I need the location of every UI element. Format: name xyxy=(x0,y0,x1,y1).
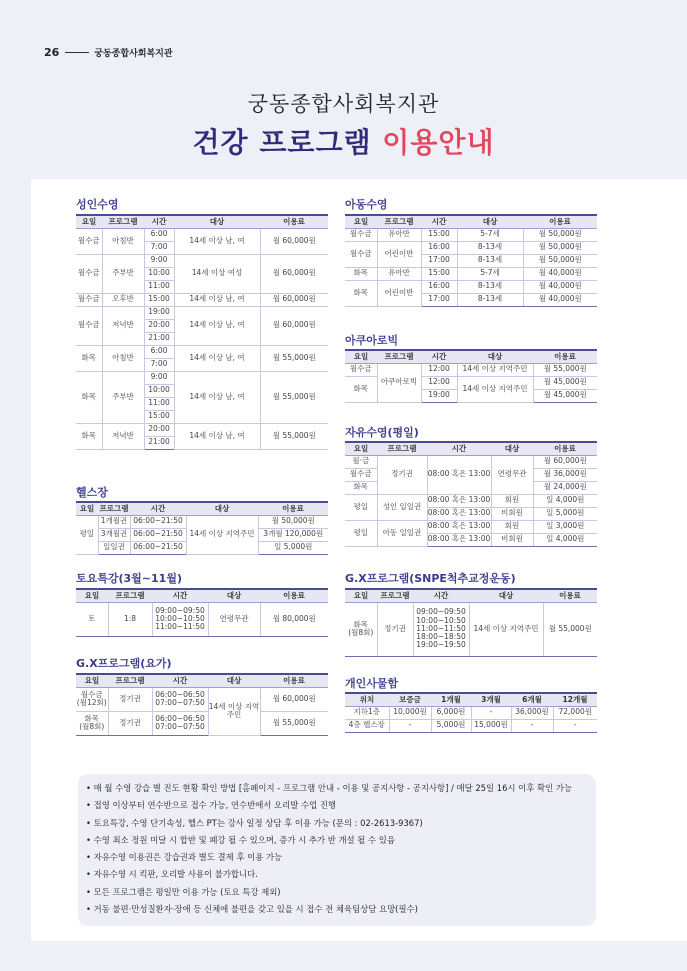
cell-time: 16:00 xyxy=(421,241,457,254)
cell-program: 아침반 xyxy=(102,228,144,254)
time-line: 07:00~07:50 xyxy=(155,698,205,707)
cell-fee: 월 55,000원 xyxy=(260,711,328,735)
cell-time: 06:00~21:50 xyxy=(130,528,186,541)
cell-day xyxy=(76,687,108,711)
column-header: 시간 xyxy=(413,589,469,602)
cell-time: 11:00 xyxy=(144,280,174,293)
cell-fee: 월 55,000원 xyxy=(260,345,328,371)
cell-fee: 월 40,000원 xyxy=(523,293,597,306)
cell-fee: 월 45,000원 xyxy=(533,376,597,389)
note-item: • 거동 불편·만성질환자·장애 등 신체에 불편을 갖고 있을 시 접수 전 체육팀상담 요망(필수) xyxy=(86,904,418,915)
table-header-row xyxy=(345,350,597,363)
table-row xyxy=(76,711,328,735)
section-title-snpe: G.X프로그램(SNPE척추교정운동) xyxy=(345,572,516,585)
table-row xyxy=(345,280,597,293)
cell-target: 14세 이상 지역주민 xyxy=(457,376,533,402)
cell-fee: 월 60,000원 xyxy=(260,293,328,306)
cell-time: 12:00 xyxy=(421,376,457,389)
cell-target: 연령무관 xyxy=(491,455,533,494)
cell-fee: 월 40,000원 xyxy=(523,280,597,293)
cell-program: 정기권 xyxy=(377,602,413,656)
column-header: 이용료 xyxy=(258,502,328,515)
title-highlight: 이용안내 xyxy=(382,126,495,159)
cell-day: 화목 xyxy=(345,376,377,402)
column-header: 시간 xyxy=(421,215,457,228)
cell-day xyxy=(76,711,108,735)
cell-fee: 일 3,000원 xyxy=(533,520,597,533)
table-row xyxy=(76,293,328,306)
cell-time: 21:00 xyxy=(144,436,174,449)
cell-fee: 월 36,000원 xyxy=(533,468,597,481)
cell-day: 화목 xyxy=(76,423,102,449)
cell-time: 08:00 혹은 13:00 xyxy=(427,507,491,520)
locker-table xyxy=(345,692,597,733)
cell-12month: - xyxy=(553,719,597,732)
cell-time: 08:00 혹은 13:00 xyxy=(427,520,491,533)
section-title-adult-swim: 성인수영 xyxy=(76,198,119,211)
cell-deposit: - xyxy=(389,719,431,732)
kids-swim-table xyxy=(345,214,597,307)
time-line: 11:00~11:50 xyxy=(155,622,205,632)
cell-program: 성인 일일권 xyxy=(377,494,427,520)
table-row xyxy=(345,494,597,507)
cell-fee: 월 24,000원 xyxy=(533,481,597,494)
cell-fee: 월 55,000원 xyxy=(543,602,597,656)
time-line: 09:00~09:50 xyxy=(416,607,466,617)
column-header: 시간 xyxy=(130,502,186,515)
cell-day: 화목 xyxy=(345,280,377,306)
cell-program: 오후반 xyxy=(102,293,144,306)
cell-program: 정기권 xyxy=(108,711,152,735)
cell-program: 주부반 xyxy=(102,254,144,293)
table-row xyxy=(76,423,328,436)
cell-day: 토 xyxy=(76,602,108,636)
time-line: 18:00~18:50 xyxy=(416,632,466,642)
cell-target: 5-7세 xyxy=(457,267,523,280)
cell-time: 20:00 xyxy=(144,423,174,436)
note-item: • 매 월 수영 강습 별 진도 현황 확인 방법 [홈페이지 - 프로그램 안내 - 이용 및 공지사항 - 공지사항] / 매달 25일 16시 이후 확인 가능 xyxy=(86,783,573,793)
column-header: 6개월 xyxy=(511,693,553,706)
cell-time: 10:00 xyxy=(144,384,174,397)
cell-program: 유아반 xyxy=(377,267,421,280)
column-header: 위치 xyxy=(345,693,389,706)
cell-time xyxy=(413,602,469,656)
table-row xyxy=(345,706,597,719)
column-header: 프로그램 xyxy=(377,589,413,602)
header-rule xyxy=(65,52,89,53)
cell-day: 평일 xyxy=(345,520,377,546)
column-header: 대상 xyxy=(208,589,260,602)
cell-target: 14세 이상 남, 여 xyxy=(174,228,260,254)
column-header: 시간 xyxy=(421,350,457,363)
cell-target: 14세 이상 남, 여 xyxy=(174,293,260,306)
cell-time: 10:00 xyxy=(144,267,174,280)
column-header: 요일 xyxy=(76,589,108,602)
cell-fee: 월 60,000원 xyxy=(260,254,328,293)
cell-target: 14세 이상 지역주민 xyxy=(186,515,258,554)
cell-program: 주부반 xyxy=(102,371,144,423)
time-line: 19:00~19:50 xyxy=(416,640,466,650)
table-row xyxy=(76,515,328,528)
column-header: 프로그램 xyxy=(377,215,421,228)
column-header: 이용료 xyxy=(260,674,328,687)
column-header: 프로그램 xyxy=(102,215,144,228)
cell-time: 9:00 xyxy=(144,371,174,384)
cell-fee: 월 50,000원 xyxy=(258,515,328,528)
cell-day: 월수금 xyxy=(76,254,102,293)
table-row xyxy=(76,345,328,358)
cell-time xyxy=(152,602,208,636)
table-row xyxy=(76,371,328,384)
cell-time: 20:00 xyxy=(144,319,174,332)
notes-box xyxy=(78,774,596,926)
cell-3month: 15,000원 xyxy=(471,719,511,732)
cell-target: 회원 xyxy=(491,494,533,507)
cell-target: 14세 이상 지역주민 xyxy=(457,363,533,376)
cell-program: 아침반 xyxy=(102,345,144,371)
cell-day: 월수금 xyxy=(345,241,377,267)
column-header: 시간 xyxy=(144,215,174,228)
column-header: 요일 xyxy=(345,442,377,455)
day-line: 화목 xyxy=(353,619,368,629)
cell-fee: 월 50,000원 xyxy=(523,254,597,267)
cell-time: 11:00 xyxy=(144,397,174,410)
time-line: 06:00~06:50 xyxy=(155,689,205,699)
cell-fee: 일 5,000원 xyxy=(258,541,328,554)
table-row xyxy=(76,602,328,636)
cell-day: 월수금 xyxy=(76,228,102,254)
page-subtitle: 궁동종합사회복지관 xyxy=(247,92,440,116)
cell-target: 14세 이상 여성 xyxy=(174,254,260,293)
table-row xyxy=(345,719,597,732)
cell-target: 14세 이상 지역주민 xyxy=(208,687,260,735)
cell-time: 7:00 xyxy=(144,241,174,254)
table-row xyxy=(76,306,328,319)
cell-6month: - xyxy=(511,719,553,732)
cell-program: 어린이반 xyxy=(377,241,421,267)
cell-fee: 월 60,000원 xyxy=(260,306,328,345)
cell-fee: 월 50,000원 xyxy=(523,228,597,241)
note-item: • 자유수영 이용권은 강습권과 별도 결제 후 이용 가능 xyxy=(86,852,283,863)
cell-target: 14세 이상 남, 여 xyxy=(174,306,260,345)
note-item: • 접영 이상부터 연수반으로 접수 가능, 연수반에서 오리발 수업 진행 xyxy=(86,800,336,811)
time-line: 07:00~07:50 xyxy=(155,722,205,731)
note-item: • 토요특강, 수영 단기속성, 헬스 PT는 강사 일정 상담 후 이용 가능 (문의 : 02-2613-9367) xyxy=(86,817,423,828)
cell-time: 15:00 xyxy=(421,228,457,241)
aqua-table xyxy=(345,349,597,403)
page-header xyxy=(44,46,173,59)
cell-program: 어린이반 xyxy=(377,280,421,306)
table-header-row xyxy=(345,693,597,706)
cell-fee: 월 55,000원 xyxy=(533,363,597,376)
cell-program: 1개월권 xyxy=(98,515,130,528)
header-org: 궁동종합사회복지관 xyxy=(94,49,173,59)
cell-time: 15:00 xyxy=(144,293,174,306)
time-line: 11:00~11:50 xyxy=(416,623,466,633)
column-header: 요일 xyxy=(345,589,377,602)
table-row xyxy=(76,687,328,711)
cell-fee: 일 5,000원 xyxy=(533,507,597,520)
cell-target: 14세 이상 남, 여 xyxy=(174,423,260,449)
section-title-saturday: 토요특강(3월~11월) xyxy=(76,572,182,585)
cell-day xyxy=(345,602,377,656)
cell-program: 아동 일일권 xyxy=(377,520,427,546)
cell-time xyxy=(152,711,208,735)
cell-day: 화목 xyxy=(76,345,102,371)
day-line: 월수금 xyxy=(80,689,103,699)
cell-program: 저녁반 xyxy=(102,306,144,345)
column-header: 대상 xyxy=(457,215,523,228)
cell-day: 월수금 xyxy=(76,293,102,306)
cell-time: 06:00~21:50 xyxy=(130,541,186,554)
table-row xyxy=(345,228,597,241)
time-line: 06:00~06:50 xyxy=(155,713,205,723)
cell-day: 평일 xyxy=(76,515,98,554)
cell-12month: 72,000원 xyxy=(553,706,597,719)
cell-target: 8-13세 xyxy=(457,254,523,267)
cell-time: 15:00 xyxy=(421,267,457,280)
cell-target: 비회원 xyxy=(491,507,533,520)
cell-time: 6:00 xyxy=(144,228,174,241)
cell-program: 아쿠아로빅 xyxy=(377,363,421,402)
cell-day: 월수금 xyxy=(345,468,377,481)
column-header: 프로그램 xyxy=(98,502,130,515)
cell-target: 14세 이상 남, 여 xyxy=(174,345,260,371)
column-header: 대상 xyxy=(208,674,260,687)
table-header-row xyxy=(76,502,328,515)
cell-program: 1:8 xyxy=(108,602,152,636)
table-row xyxy=(345,455,597,468)
day-line: (월12회) xyxy=(76,698,107,707)
cell-3month: - xyxy=(471,706,511,719)
column-header: 3개월 xyxy=(471,693,511,706)
column-header: 요일 xyxy=(76,215,102,228)
cell-fee: 월 45,000원 xyxy=(533,389,597,402)
section-title-gym: 헬스장 xyxy=(76,486,108,499)
table-row xyxy=(76,228,328,241)
column-header: 요일 xyxy=(345,350,377,363)
cell-day: 화목 xyxy=(345,267,377,280)
section-title-yoga: G.X프로그램(요가) xyxy=(76,657,172,670)
note-item: • 수영 최소 정원 미달 시 합반 및 폐강 될 수 있으며, 증가 시 추가 반 개설 될 수 있음 xyxy=(86,834,395,845)
cell-time: 16:00 xyxy=(421,280,457,293)
column-header: 대상 xyxy=(174,215,260,228)
cell-fee: 일 4,000원 xyxy=(533,533,597,546)
note-item: • 모든 프로그램은 평일만 이용 가능 (토요 특강 제외) xyxy=(86,886,281,897)
column-header: 시간 xyxy=(152,674,208,687)
table-row xyxy=(345,363,597,376)
cell-time: 7:00 xyxy=(144,358,174,371)
cell-1month: 5,000원 xyxy=(431,719,471,732)
cell-target: 14세 이상 남, 여 xyxy=(174,371,260,423)
cell-target: 8-13세 xyxy=(457,241,523,254)
cell-target: 회원 xyxy=(491,520,533,533)
cell-time: 9:00 xyxy=(144,254,174,267)
cell-time: 08:00 혹은 13:00 xyxy=(427,494,491,507)
page-number: 26 xyxy=(44,46,60,59)
cell-day: 월수금 xyxy=(76,306,102,345)
cell-fee: 월 60,000원 xyxy=(260,228,328,254)
column-header: 보증금 xyxy=(389,693,431,706)
cell-fee: 월 55,000원 xyxy=(260,423,328,449)
cell-target: 5-7세 xyxy=(457,228,523,241)
column-header: 시간 xyxy=(427,442,491,455)
cell-target: 14세 이상 지역주민 xyxy=(469,602,543,656)
cell-time: 15:00 xyxy=(144,410,174,423)
title-main: 건강 프로그램 xyxy=(192,126,372,159)
column-header: 요일 xyxy=(76,502,98,515)
table-row xyxy=(345,602,597,656)
table-header-row xyxy=(76,674,328,687)
cell-program: 3개월권 xyxy=(98,528,130,541)
cell-time: 21:00 xyxy=(144,332,174,345)
cell-target: 8-13세 xyxy=(457,293,523,306)
table-row xyxy=(345,241,597,254)
cell-day: 화목 xyxy=(76,371,102,423)
column-header: 프로그램 xyxy=(377,442,427,455)
saturday-table xyxy=(76,588,328,637)
cell-deposit: 10,000원 xyxy=(389,706,431,719)
column-header: 시간 xyxy=(152,589,208,602)
time-line: 10:00~10:50 xyxy=(416,615,466,625)
cell-1month: 6,000원 xyxy=(431,706,471,719)
cell-fee: 3개월 120,000원 xyxy=(258,528,328,541)
day-line: 화목 xyxy=(84,713,99,723)
gym-table xyxy=(76,501,328,555)
snpe-table xyxy=(345,588,597,657)
cell-program: 정기권 xyxy=(377,455,427,494)
column-header: 프로그램 xyxy=(377,350,421,363)
cell-program: 일일권 xyxy=(98,541,130,554)
column-header: 프로그램 xyxy=(108,589,152,602)
cell-program: 유아반 xyxy=(377,228,421,241)
section-title-locker: 개인사물함 xyxy=(345,677,399,690)
cell-time: 12:00 xyxy=(421,363,457,376)
day-line: (월8회) xyxy=(348,628,374,637)
cell-day: 월·금 xyxy=(345,455,377,468)
cell-day: 월수금 xyxy=(345,363,377,376)
cell-time xyxy=(152,687,208,711)
cell-fee: 월 60,000원 xyxy=(533,455,597,468)
cell-time: 17:00 xyxy=(421,293,457,306)
day-line: (월8회) xyxy=(79,722,105,731)
cell-time: 6:00 xyxy=(144,345,174,358)
column-header: 이용료 xyxy=(533,442,597,455)
time-line: 10:00~10:50 xyxy=(155,613,205,623)
cell-fee: 월 40,000원 xyxy=(523,267,597,280)
column-header: 요일 xyxy=(345,215,377,228)
cell-time: 17:00 xyxy=(421,254,457,267)
cell-target: 8-13세 xyxy=(457,280,523,293)
table-row xyxy=(76,254,328,267)
column-header: 대상 xyxy=(186,502,258,515)
table-row xyxy=(345,267,597,280)
table-header-row xyxy=(76,589,328,602)
cell-time: 19:00 xyxy=(144,306,174,319)
column-header: 이용료 xyxy=(533,350,597,363)
column-header: 이용료 xyxy=(260,589,328,602)
table-header-row xyxy=(345,215,597,228)
cell-time: 19:00 xyxy=(421,389,457,402)
cell-day: 평일 xyxy=(345,494,377,520)
cell-program: 정기권 xyxy=(108,687,152,711)
cell-fee: 월 80,000원 xyxy=(260,602,328,636)
table-header-row xyxy=(345,442,597,455)
adult-swim-table xyxy=(76,214,328,450)
section-title-free-swim: 자유수영(평일) xyxy=(345,426,419,439)
column-header: 프로그램 xyxy=(108,674,152,687)
page-title xyxy=(0,121,687,161)
table-row xyxy=(345,520,597,533)
cell-location: 지하1층 xyxy=(345,706,389,719)
cell-time: 08:00 혹은 13:00 xyxy=(427,455,491,494)
cell-6month: 36,000원 xyxy=(511,706,553,719)
cell-fee: 월 60,000원 xyxy=(260,687,328,711)
column-header: 이용료 xyxy=(260,215,328,228)
column-header: 이용료 xyxy=(543,589,597,602)
cell-target: 비회원 xyxy=(491,533,533,546)
table-header-row xyxy=(76,215,328,228)
cell-time: 06:00~21:50 xyxy=(130,515,186,528)
column-header: 대상 xyxy=(469,589,543,602)
cell-fee: 월 50,000원 xyxy=(523,241,597,254)
cell-fee: 월 55,000원 xyxy=(260,371,328,423)
cell-fee: 일 4,000원 xyxy=(533,494,597,507)
section-title-aqua: 아쿠아로빅 xyxy=(345,334,399,347)
time-line: 09:00~09:50 xyxy=(155,605,205,615)
column-header: 요일 xyxy=(76,674,108,687)
section-title-kids-swim: 아동수영 xyxy=(345,198,388,211)
cell-location: 4층 헬스장 xyxy=(345,719,389,732)
column-header: 12개월 xyxy=(553,693,597,706)
column-header: 대상 xyxy=(491,442,533,455)
cell-program: 저녁반 xyxy=(102,423,144,449)
cell-target: 연령무관 xyxy=(208,602,260,636)
cell-time: 08:00 혹은 13:00 xyxy=(427,533,491,546)
column-header: 1개월 xyxy=(431,693,471,706)
column-header: 이용료 xyxy=(523,215,597,228)
yoga-table xyxy=(76,673,328,736)
column-header: 대상 xyxy=(457,350,533,363)
table-header-row xyxy=(345,589,597,602)
cell-day: 월수금 xyxy=(345,228,377,241)
note-item: • 자유수영 시 킥판, 오리발 사용이 불가합니다. xyxy=(86,869,258,880)
free-swim-table xyxy=(345,441,597,547)
cell-day: 화목 xyxy=(345,481,377,494)
